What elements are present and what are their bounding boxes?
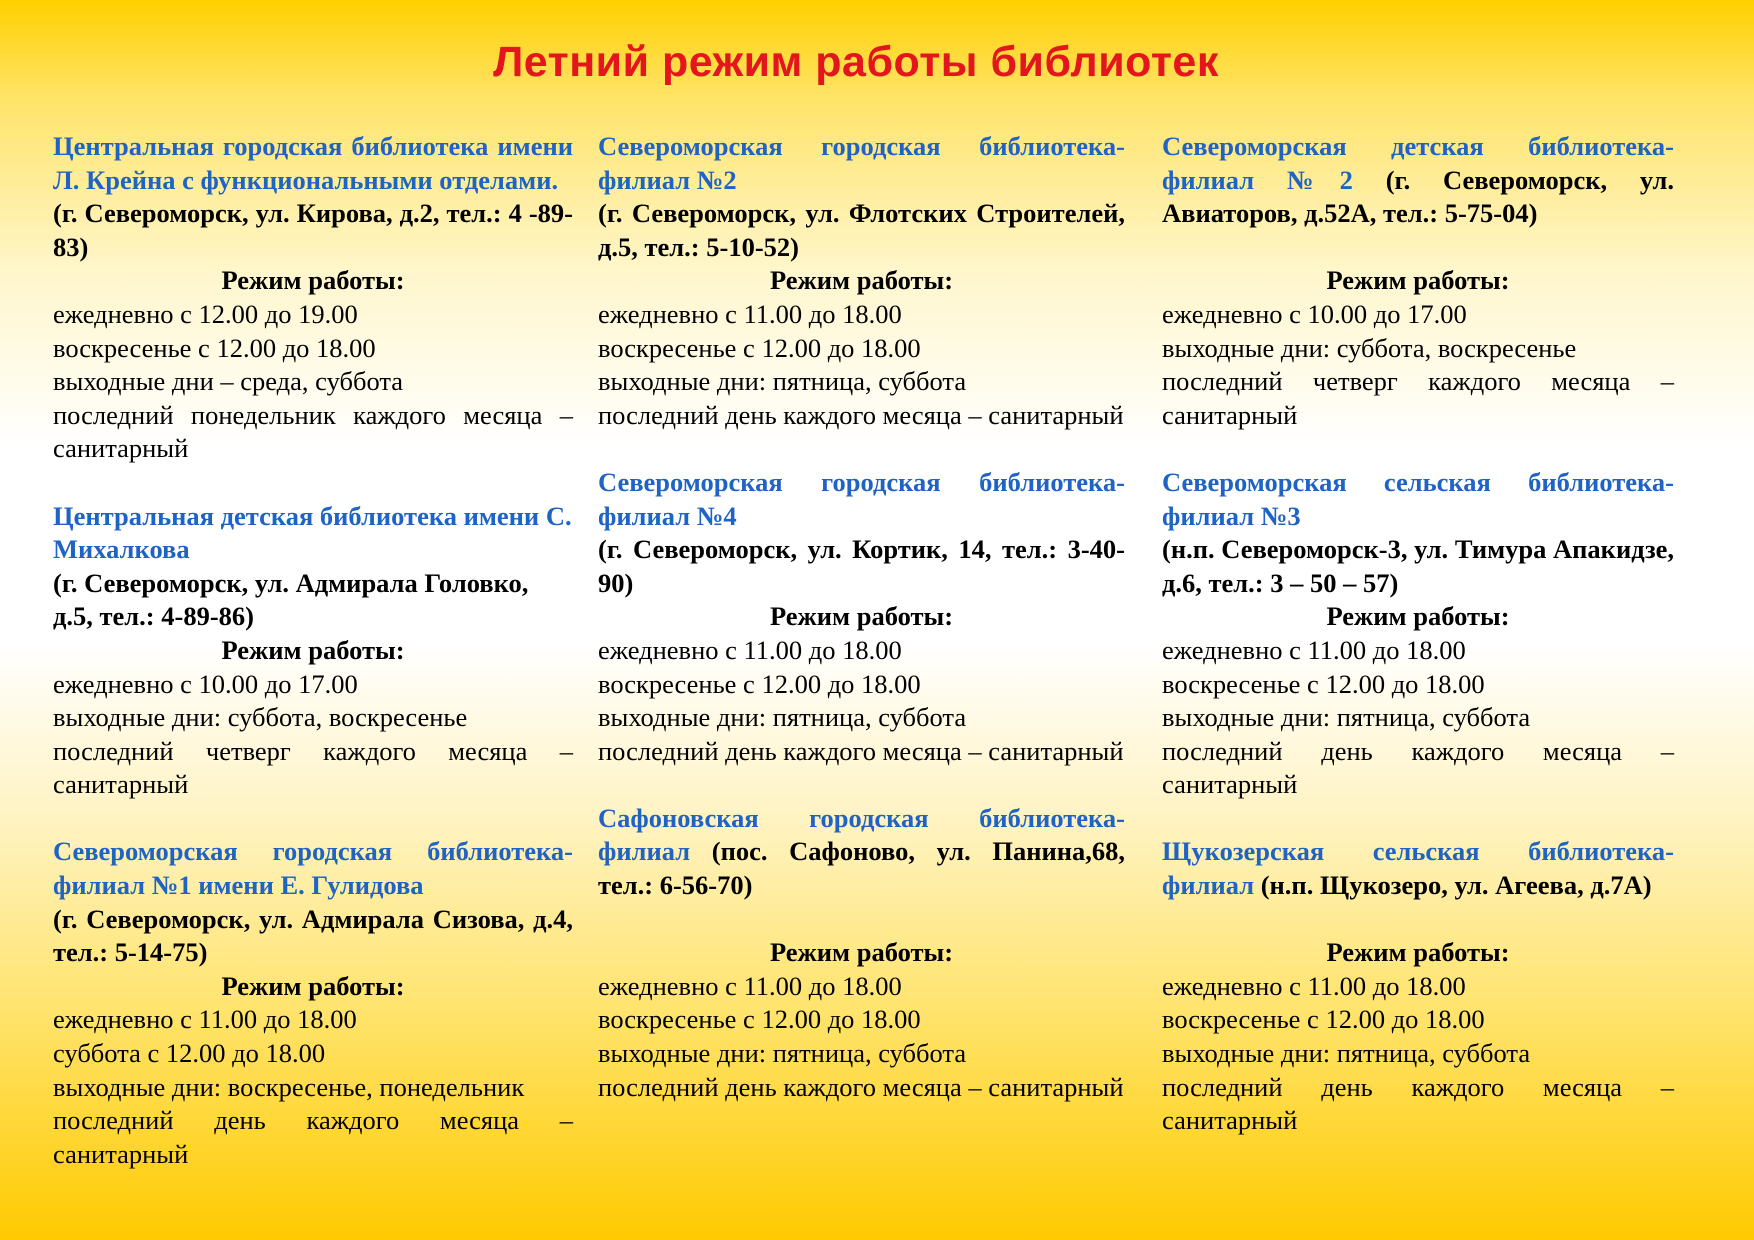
library-address: (г. Североморск, ул. Флотских Строителей, д.5, тел.: 5-10-52) — [598, 198, 1125, 262]
library-address: (г. Североморск, ул. Адмирала Головко, д.5, тел.: 4-89-86) — [53, 567, 529, 632]
library-safonovo — [598, 802, 1125, 1104]
schedule-line: ежедневно с 10.00 до 17.00 — [53, 668, 358, 699]
schedule-line: выходные дни: суббота, воскресенье — [53, 702, 468, 733]
library-city-branch-2 — [598, 130, 1125, 432]
schedule-line: выходные дни: пятница, суббота — [598, 366, 967, 397]
library-name: Центральная городская библиотека имени Л. Крейна с функциональными отделами. — [53, 131, 573, 195]
library-children-branch-2 — [1162, 130, 1674, 432]
block-spacer — [1162, 231, 1674, 265]
block-spacer — [598, 432, 1125, 466]
library-address: (г. Североморск, ул. Адмирала Сизова, д.4, тел.: 5-14-75) — [53, 903, 573, 968]
block-spacer — [1162, 432, 1674, 466]
block-spacer — [53, 802, 573, 836]
schedule-line: ежедневно с 10.00 до 17.00 — [1162, 298, 1467, 329]
library-name: Центральная детская библиотека имени С. Михалкова — [53, 500, 572, 565]
schedule-line: выходные дни: суббота, воскресенье — [1162, 332, 1577, 363]
library-central-city — [53, 130, 573, 466]
library-address: (н.п. Щукозеро, ул. Агеева, д.7А) — [1260, 870, 1652, 901]
library-name: Североморская сельская библиотека-филиал №3 — [1162, 466, 1674, 531]
schedule-line: последний день каждого месяца – санитарный — [1162, 1071, 1674, 1136]
library-address: (г. Североморск, ул. Кирова, д.2, тел.: 4 -89-83) — [53, 198, 573, 262]
schedule-line: воскресенье с 12.00 до 18.00 — [1162, 668, 1485, 699]
library-name: Североморская городская библиотека-филиал №2 — [598, 131, 1125, 195]
schedule-line: выходные дни: воскресенье, понедельник — [53, 1071, 525, 1102]
page-title: Летний режим работы библиотек — [493, 38, 1219, 86]
schedule-line: ежедневно с 11.00 до 18.00 — [1162, 970, 1466, 1001]
library-address: (н.п. Североморск-3, ул. Тимура Апакидзе, д.6, тел.: 3 – 50 – 57) — [1162, 534, 1674, 598]
block-spacer — [53, 466, 573, 500]
schedule-line: выходные дни: пятница, суббота — [598, 702, 967, 733]
schedule-line: последний день каждого месяца – санитарный — [598, 735, 1124, 766]
schedule-line: ежедневно с 11.00 до 18.00 — [598, 970, 902, 1001]
schedule-line: выходные дни: пятница, суббота — [598, 1038, 967, 1069]
column-2 — [598, 130, 1125, 1104]
schedule-line: воскресенье с 12.00 до 18.00 — [598, 332, 921, 363]
library-address: (г. Североморск, ул. Кортик, 14, тел.: 3-40-90) — [598, 534, 1125, 598]
schedule-line: ежедневно с 11.00 до 18.00 — [53, 1004, 357, 1035]
schedule-line: суббота с 12.00 до 18.00 — [53, 1038, 326, 1069]
library-city-branch-4 — [598, 466, 1125, 768]
column-1 — [53, 130, 573, 1171]
schedule-heading: Режим работы: — [221, 265, 405, 296]
library-name: Североморская детская библиотека-филиал №2 — [1162, 131, 1674, 195]
schedule-heading: Режим работы: — [1326, 265, 1510, 296]
schedule-line: воскресенье с 12.00 до 18.00 — [53, 332, 376, 363]
schedule-line: ежедневно с 12.00 до 19.00 — [53, 298, 358, 329]
column-3 — [1162, 130, 1674, 1138]
schedule-heading: Режим работы: — [221, 970, 405, 1001]
library-name-with-address — [1162, 835, 1674, 902]
schedule-line: последний день каждого месяца – санитарный — [598, 399, 1124, 430]
library-shchukozero — [1162, 835, 1674, 1137]
schedule-line: последний день каждого месяца – санитарный — [1162, 735, 1674, 800]
library-address: (г. Североморск, ул. Авиаторов, д.52А, тел.: 5-75-04) — [1162, 164, 1674, 229]
schedule-line: ежедневно с 11.00 до 18.00 — [1162, 634, 1466, 665]
schedule-line: последний четверг каждого месяца – санитарный — [53, 735, 573, 800]
schedule-line: последний день каждого месяца – санитарный — [53, 1105, 573, 1169]
schedule-line: последний понедельник каждого месяца – санитарный — [53, 399, 573, 464]
library-name-with-address — [598, 802, 1125, 903]
library-name: Щукозерская сельская библиотека-филиал — [1162, 836, 1674, 901]
library-name: Североморская городская библиотека-филиал №4 — [598, 466, 1125, 531]
schedule-line: выходные дни: пятница, суббота — [1162, 702, 1531, 733]
schedule-line: ежедневно с 11.00 до 18.00 — [598, 298, 902, 329]
block-spacer — [598, 903, 1125, 937]
schedule-heading: Режим работы: — [1326, 601, 1510, 632]
block-spacer — [1162, 903, 1674, 937]
schedule-line: выходные дни – среда, суббота — [53, 366, 404, 397]
schedule-line: последний день каждого месяца – санитарный — [598, 1071, 1124, 1102]
library-name: Североморская городская библиотека-филиал №1 имени Е. Гулидова — [53, 836, 573, 901]
library-branch-1 — [53, 835, 573, 1171]
schedule-heading: Режим работы: — [1326, 937, 1510, 968]
library-address: (пос. Сафоново, ул. Панина,68, тел.: 6-56-70) — [598, 836, 1126, 901]
schedule-heading: Режим работы: — [769, 937, 954, 968]
library-village-branch-3 — [1162, 466, 1674, 802]
schedule-line: воскресенье с 12.00 до 18.00 — [1162, 1004, 1485, 1035]
schedule-heading: Режим работы: — [221, 634, 405, 665]
schedule-line: ежедневно с 11.00 до 18.00 — [598, 634, 902, 665]
library-name: Сафоновская городская библиотека-филиал — [598, 802, 1125, 867]
schedule-line: воскресенье с 12.00 до 18.00 — [598, 1004, 921, 1035]
schedule-heading: Режим работы: — [769, 265, 954, 296]
block-spacer — [1162, 802, 1674, 836]
library-name-with-address — [1162, 130, 1674, 231]
library-central-children — [53, 500, 573, 802]
schedule-line: выходные дни: пятница, суббота — [1162, 1038, 1531, 1069]
schedule-line: последний четверг каждого месяца – санитарный — [1162, 366, 1674, 430]
schedule-line: воскресенье с 12.00 до 18.00 — [598, 668, 921, 699]
schedule-heading: Режим работы: — [769, 601, 954, 632]
block-spacer — [598, 768, 1125, 802]
